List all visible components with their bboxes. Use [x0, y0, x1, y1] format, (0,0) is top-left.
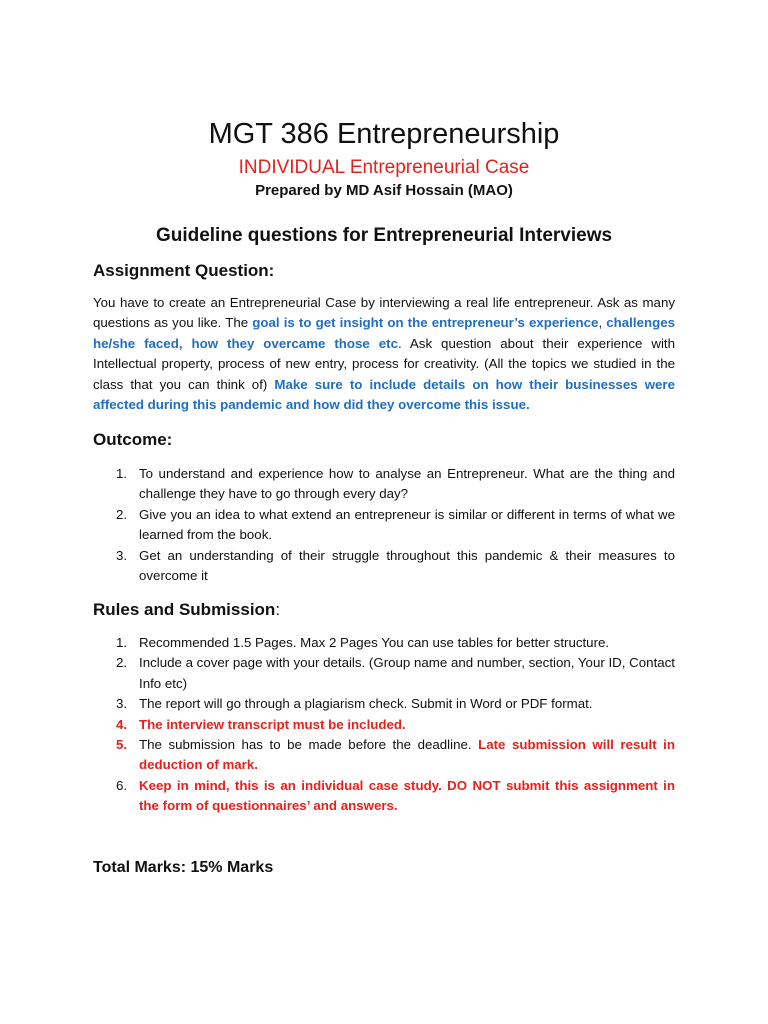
- list-item: [93, 735, 675, 776]
- assignment-highlight-1: goal is to get insight on the entrepreneur’s experience: [252, 315, 599, 331]
- list-item: [93, 546, 675, 587]
- list-number: 2.: [116, 655, 128, 671]
- list-number: 5.: [116, 737, 128, 753]
- list-number: 3.: [116, 547, 128, 563]
- assignment-text-3: . Ask question about their experience with Intellectual property, process of new entry, process for creativity. (All the topics we studied in the class that you can think of): [93, 335, 675, 392]
- outcome-heading: Outcome:: [93, 430, 173, 449]
- rules-heading-text: Rules and Submission: [93, 600, 276, 619]
- rules-heading: [93, 597, 280, 623]
- list-number: 3.: [116, 696, 128, 712]
- list-item: [93, 505, 675, 546]
- list-text: To understand and experience how to analyse an Entrepreneur. What are the thing and challenge they have to go through every day?: [139, 466, 675, 502]
- list-item: [93, 776, 675, 817]
- prepared-by: Prepared by MD Asif Hossain (MAO): [255, 182, 513, 199]
- list-text-warning: Late submission will result in deduction of mark.: [139, 737, 675, 773]
- list-text: Give you an idea to what extend an entrepreneur is similar or different in terms of what we learned from the book.: [139, 506, 675, 543]
- list-text: The report will go through a plagiarism check. Submit in Word or PDF format.: [139, 696, 593, 712]
- list-item: [93, 694, 675, 714]
- list-item: [93, 464, 675, 505]
- list-number: 1.: [116, 466, 128, 481]
- document-title: MGT 386 Entrepreneurship: [208, 118, 560, 150]
- list-number: 2.: [116, 506, 128, 522]
- list-number: 6.: [116, 777, 128, 793]
- list-number: 1.: [116, 635, 128, 650]
- assignment-highlight-3: Make sure to include details on how their businesses were affected during this pandemic and how did they overcome this issue.: [93, 376, 675, 413]
- list-text: Get an understanding of their struggle throughout this pandemic & their measures to overcome it: [139, 547, 675, 584]
- assignment-highlight-2: challenges he/she faced, how they overcame those etc: [93, 315, 675, 351]
- list-text: Recommended 1.5 Pages. Max 2 Pages You can use tables for better structure.: [139, 635, 610, 650]
- assignment-text-1: You have to create an Entrepreneurial Case by interviewing a real life entrepreneur. Ask as many questions as you like. The: [93, 295, 675, 331]
- outcome-list: [93, 464, 675, 586]
- list-item: [93, 715, 675, 735]
- rules-heading-colon: :: [275, 600, 281, 619]
- list-item: [93, 653, 675, 694]
- list-text-warning: The interview transcript must be included.: [139, 716, 406, 732]
- document-subtitle: INDIVIDUAL Entrepreneurial Case: [238, 157, 530, 178]
- list-text-warning: Keep in mind, this is an individual case study. DO NOT submit this assignment in the form of questionnaires’ and answers.: [139, 777, 675, 814]
- list-item: [93, 633, 675, 653]
- rules-list: [93, 633, 675, 817]
- assignment-text-2: ,: [598, 315, 607, 331]
- list-text: Include a cover page with your details. (Group name and number, section, Your ID, Contact Info etc): [139, 655, 675, 691]
- list-number: 4.: [116, 716, 128, 732]
- list-text: The submission has to be made before the deadline.: [139, 737, 479, 753]
- assignment-heading: Assignment Question:: [93, 261, 275, 280]
- total-marks: Total Marks: 15% Marks: [93, 859, 274, 876]
- assignment-paragraph: [93, 293, 675, 415]
- guideline-heading: Guideline questions for Entrepreneurial Interviews: [155, 225, 613, 246]
